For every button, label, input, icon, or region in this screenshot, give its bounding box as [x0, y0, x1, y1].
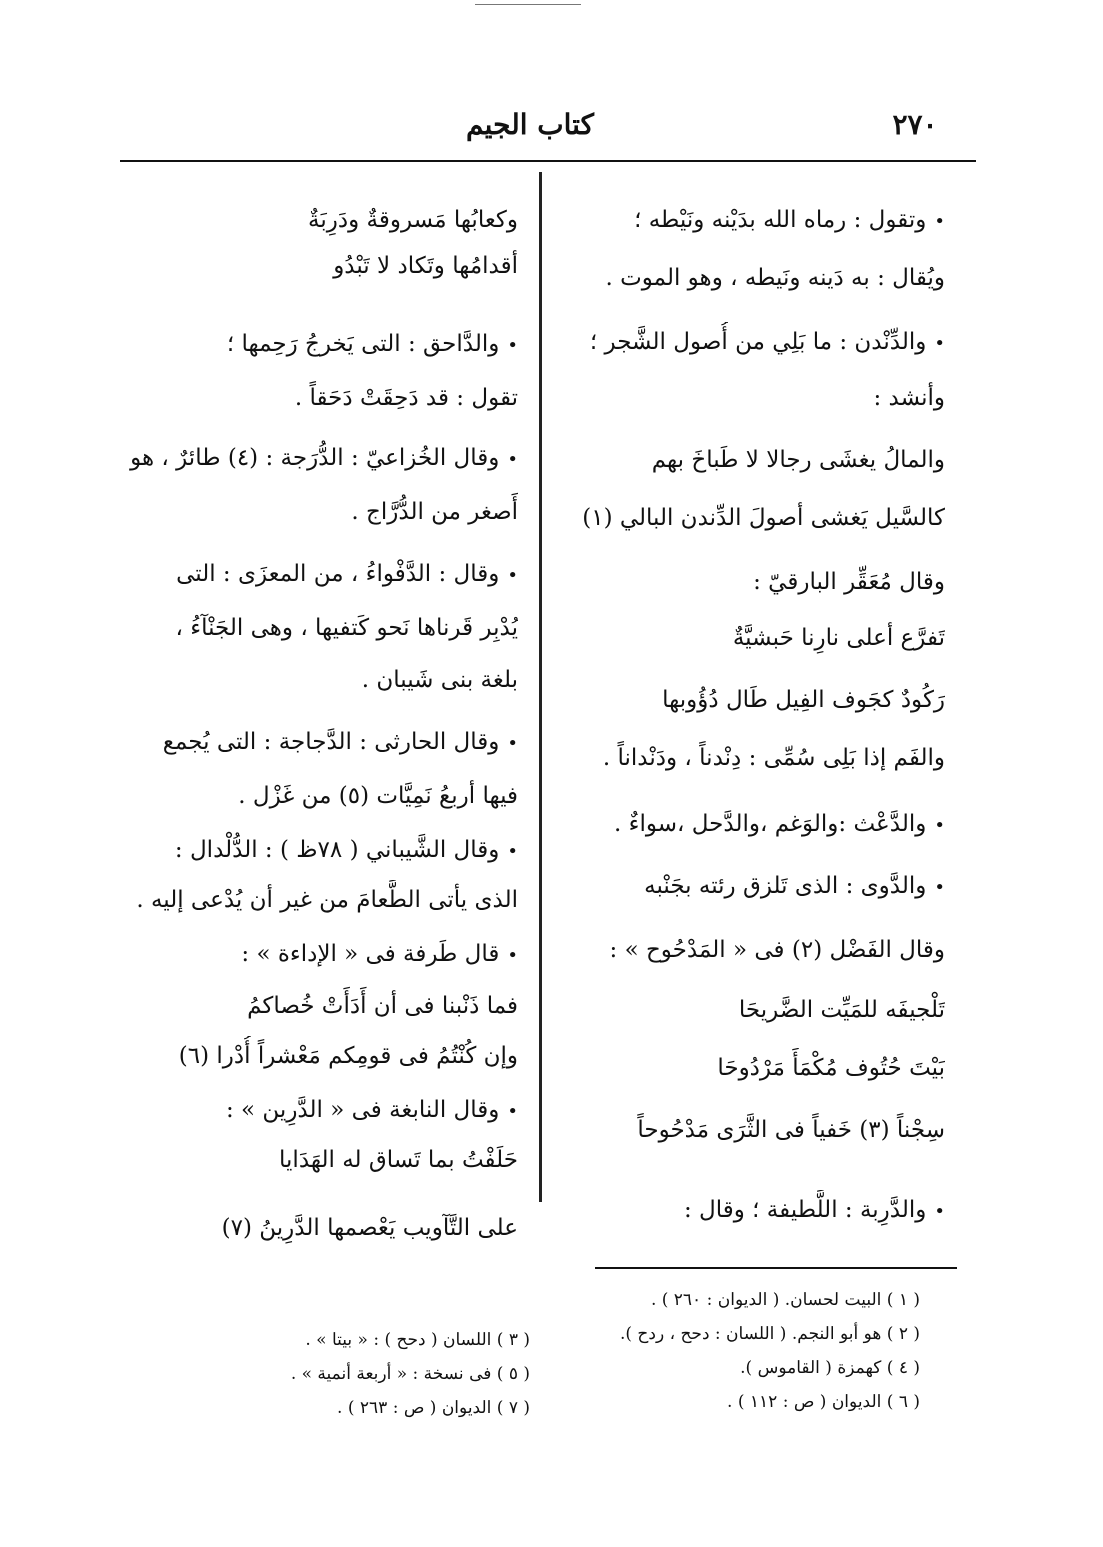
text-line	[118, 1140, 518, 1180]
line-text: والدَّرِبة : اللَّطيفة ؛ وقال :	[683, 1197, 927, 1223]
line-text: فيها أربعُ نَمِيَّات (٥) من غَزْل .	[238, 783, 518, 809]
line-text: سِجْناً (٣) خَفياً فى الثَّرَى مَدْحُوحاً	[637, 1117, 945, 1143]
text-line	[560, 618, 945, 658]
text-line	[560, 930, 945, 970]
text-line	[560, 258, 945, 298]
line-text: وقال : الدَّفْواءُ ، من المعزَى : التى	[176, 561, 500, 587]
line-text: وقال الفَضْل (٢) فى « المَدْحُوح » :	[609, 937, 945, 963]
text-line	[118, 608, 518, 648]
text-line	[118, 1036, 518, 1076]
text-line	[560, 1110, 945, 1150]
entry-line	[118, 554, 518, 594]
line-text: وإن كُنْتُمُ فى قومِكم مَعْشراً أُدْرا (٦)	[178, 1043, 518, 1069]
text-line	[118, 986, 518, 1026]
line-text: قال طَرفة فى « الإداءة » :	[241, 941, 500, 967]
entry-marker-icon: •	[507, 733, 518, 754]
line-text: فما ذَنْبنا فى أن أَدَأَتْ خُصاكمُ	[247, 993, 518, 1019]
line-text: والدِّنْدن : ما بَلِي من أُصول الشَّجر ؛	[589, 329, 927, 355]
top-edge-rule	[475, 4, 581, 5]
text-line	[560, 1048, 945, 1088]
line-text: وقال الشَّيباني ( ٧٨ظ ) : الدُّلْدال :	[174, 837, 500, 863]
line-text: أَصغر من الدُّرَّاج .	[351, 499, 518, 525]
line-text: تَفرَّع أعلى نارِنا حَبشيَّةٌ	[732, 625, 945, 651]
line-text: وقال الخُزاعيّ : الدُّرَجة : (٤) طائرٌ ، هو	[130, 445, 500, 471]
entry-marker-icon: •	[507, 565, 518, 586]
entry-marker-icon: •	[507, 945, 518, 966]
entry-line	[118, 1090, 518, 1130]
entry-line	[560, 200, 945, 240]
text-line	[118, 492, 518, 532]
entry-line	[560, 804, 945, 844]
page-number: ٢٧٠	[892, 108, 938, 141]
entry-line	[560, 866, 945, 906]
text-line	[118, 1208, 518, 1248]
line-text: حَلَفْتُ بما تَساق له الهَدَايا	[279, 1147, 518, 1173]
line-text: وتقول : رماه الله بدَيْنه ونَيْطه ؛	[634, 207, 927, 233]
entry-marker-icon: •	[507, 1101, 518, 1122]
line-text: وقال النابغة فى « الدَّرِين » :	[225, 1097, 500, 1123]
entry-marker-icon: •	[934, 333, 945, 354]
line-text: أقدامُها وتَكاد لا تَبْدُو	[333, 253, 518, 279]
line-text: تَلْجيفَه للمَيِّت الضَّريحَا	[738, 997, 945, 1023]
text-line	[560, 498, 945, 538]
line-text: والمالُ يغشَى رجالا لا طَباخَ بهم	[651, 447, 945, 473]
line-text: والدَّعْث :والوَغم ،والدَّحل ،سواءٌ .	[614, 811, 927, 837]
text-line	[560, 562, 945, 602]
footnote: ( ١ ) البيت لحسان. ( الديوان : ٢٦٠ ) .	[650, 1290, 920, 1310]
entry-line	[560, 1190, 945, 1230]
text-line	[560, 440, 945, 480]
line-text: والدَّاحق : التى يَخرجُ رَحِمها ؛	[226, 331, 500, 357]
line-text: والدَّوى : الذى تَلزق رئته بجَنْبه	[644, 873, 927, 899]
line-text: تقول : قد دَحِقَتْ دَحَقاً .	[294, 385, 518, 411]
entry-line	[560, 322, 945, 362]
text-line	[560, 738, 945, 778]
line-text: الذى يأتى الطَّعامَ من غير أن يُدْعى إليه .	[136, 887, 518, 913]
entry-line	[118, 934, 518, 974]
footnote: ( ٧ ) الديوان ( ص : ٢٦٣ ) .	[337, 1398, 530, 1418]
footnote: ( ٦ ) الديوان ( ص : ١١٢ ) .	[727, 1392, 920, 1412]
entry-marker-icon: •	[507, 335, 518, 356]
entry-line	[118, 324, 518, 364]
line-text: وقال مُعَقِّر البارقيّ :	[753, 569, 945, 595]
line-text: رَكُودٌ كجَوف الفِيل طَال دُؤُوبها	[662, 687, 945, 713]
text-line	[118, 200, 518, 240]
line-text: وأنشد :	[873, 385, 945, 411]
text-line	[118, 246, 518, 286]
footnote: ( ٢ ) هو أبو النجم. ( اللسان : دحح ، ردح ).	[619, 1324, 920, 1344]
line-text: بَيْتَ حُتُوف مُكْمَأً مَرْدُوحَا	[717, 1055, 945, 1081]
column-divider	[539, 172, 542, 1202]
text-line	[560, 378, 945, 418]
header-rule	[120, 160, 976, 162]
footnote: ( ٤ ) كهمزة ( القاموس ).	[740, 1358, 920, 1378]
line-text: يُدْبِر قَرناها نَحو كَتفيها ، وهى الجَنْآءُ ،	[175, 615, 518, 641]
text-line	[560, 680, 945, 720]
text-line	[118, 880, 518, 920]
line-text: والفَم إذا بَلِى سُمِّى : دِنْدناً ، ودَنْداناً .	[602, 745, 945, 771]
line-text: على التَّآويب يَعْصمها الدَّرِينُ (٧)	[221, 1215, 518, 1241]
entry-line	[118, 438, 518, 478]
text-line	[118, 660, 518, 700]
entry-marker-icon: •	[934, 815, 945, 836]
entry-marker-icon: •	[507, 841, 518, 862]
footnote: ( ٣ ) اللسان ( دحح ) : « بيتا » .	[305, 1330, 530, 1350]
entry-marker-icon: •	[934, 1201, 945, 1222]
line-text: وكعابُها مَسروقةٌ ودَرِبَةٌ	[308, 207, 518, 233]
line-text: وقال الحارثى : الدَّجاجة : التى يُجمع	[162, 729, 500, 755]
text-line	[118, 776, 518, 816]
text-line	[560, 990, 945, 1030]
line-text: بلغة بنى شَيبان .	[361, 667, 518, 693]
line-text: ويُقال : به دَينه ونَيطه ، وهو الموت .	[605, 265, 945, 291]
entry-marker-icon: •	[507, 449, 518, 470]
text-line	[118, 378, 518, 418]
entry-line	[118, 722, 518, 762]
entry-line	[118, 830, 518, 870]
footnote: ( ٥ ) فى نسخة : « أربعة أنمية » .	[290, 1364, 530, 1384]
entry-marker-icon: •	[934, 877, 945, 898]
entry-marker-icon: •	[934, 211, 945, 232]
footnote-rule	[595, 1267, 957, 1269]
line-text: كالسَّيل يَغشى أصولَ الدِّندن البالي (١)	[582, 505, 945, 531]
running-title: كتاب الجيم	[466, 108, 594, 141]
